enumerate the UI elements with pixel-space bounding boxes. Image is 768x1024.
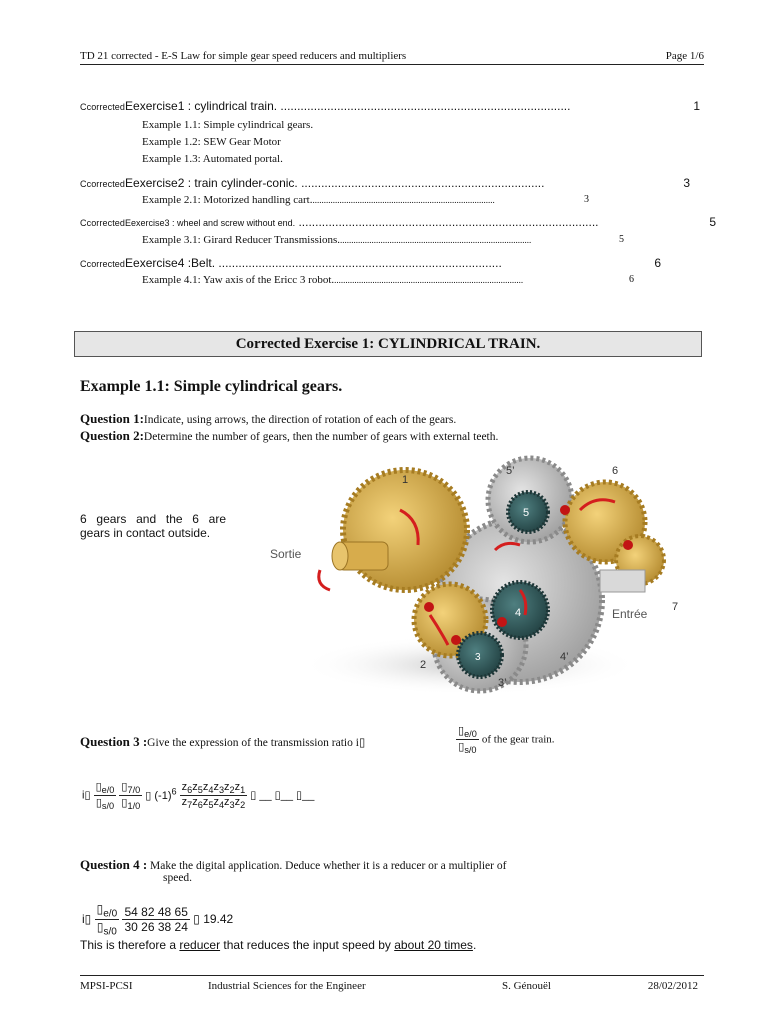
answer-2: 6 gears and the 6 are gears in contact outside. <box>80 512 226 540</box>
question-1: Question 1:Indicate, using arrows, the direction of rotation of each of the gears. <box>80 411 457 426</box>
toc-sub-4-1[interactable]: Example 4.1: Yaw axis of the Ericc 3 robot..................................................................................... 6 <box>142 274 634 286</box>
toc-sub-3-1[interactable]: Example 3.1: Girard Reducer Transmissions...................................................................................... 5 <box>142 234 624 246</box>
question-4-cont: speed. <box>163 872 193 884</box>
svg-text:Sortie: Sortie <box>270 547 302 561</box>
question-4: Question 4 : Make the digital application. Deduce whether it is a reducer or a multiplier of <box>80 857 507 872</box>
page-footer <box>80 975 704 992</box>
toc-entry-3[interactable]: CcorrectedEexercise3 : wheel and screw without end. .......................................................................................... 5 <box>80 215 716 229</box>
ratio-definition: $\frac{▯_{e/0}}{▯_{s/0}}$ of the gear train. <box>458 725 555 756</box>
page-header <box>80 50 704 65</box>
svg-text:3’: 3’ <box>498 677 507 689</box>
svg-text:4: 4 <box>515 607 522 619</box>
toc-entry-2[interactable]: CcorrectedEexercise2 : train cylinder-conic. ......................................................................... 3 <box>80 176 690 190</box>
footer-left: MPSI-PCSI <box>80 980 133 992</box>
question-2: Question 2:Determine the number of gears, then the number of gears with external teeth. <box>80 428 499 443</box>
svg-text:1: 1 <box>402 474 409 486</box>
toc-entry-1[interactable]: CcorrectedEexercise1 : cylindrical train. ....................................................................................... 1 <box>80 99 700 113</box>
conclusion: This is therefore a reducer that reduces the input speed by about 20 times. <box>80 938 477 952</box>
toc-sub-2-1[interactable]: Example 2.1: Motorized handling cart.................................................................................. 3 <box>142 194 589 206</box>
ratio-formula: i▯ $\frac{▯_{e/0}}{▯_{s/0}}$ $\frac{▯_{7/0}}{▯_{1/0}}$ ▯ $(-1)^6$ $\frac{z_6z_5z_4z_3z_2z_1}{z_7z_6z_5z_4z_3z_2}$ ▯ __ ▯__ ▯__ <box>82 781 315 812</box>
toc-sub-1-2[interactable]: Example 1.2: SEW Gear Motor <box>142 136 281 148</box>
gear-train-figure <box>270 450 690 700</box>
section-title: Corrected Exercise 1: CYLINDRICAL TRAIN. <box>74 331 702 357</box>
toc-sub-1-1[interactable]: Example 1.1: Simple cylindrical gears. <box>142 119 314 131</box>
example-title: Example 1.1: Simple cylindrical gears. <box>80 378 343 395</box>
svg-text:5’: 5’ <box>506 465 515 477</box>
svg-text:7: 7 <box>672 601 679 613</box>
svg-text:6: 6 <box>612 465 619 477</box>
svg-text:Entrée: Entrée <box>612 607 648 621</box>
gear-1 <box>343 470 467 590</box>
numeric-application: i▯ $\frac{▯_{e/0}}{▯_{s/0}}$ $\frac{54 82 48 65}{30 26 38 24}$ ▯ 19.42 <box>82 902 234 938</box>
footer-author: S. Génouël <box>502 980 551 992</box>
footer-date: 28/02/2012 <box>647 980 698 992</box>
svg-text:3: 3 <box>475 652 481 663</box>
footer-center: Industrial Sciences for the Engineer <box>208 980 366 992</box>
toc-sub-1-3[interactable]: Example 1.3: Automated portal. <box>142 153 283 165</box>
svg-text:5: 5 <box>523 507 530 519</box>
question-3: Question 3 :Give the expression of the transmission ratio i▯ <box>80 734 366 749</box>
toc-entry-4[interactable]: CcorrectedEexercise4 :Belt. ..................................................................................... 6 <box>80 256 661 270</box>
svg-text:4’: 4’ <box>560 651 569 663</box>
svg-text:2: 2 <box>420 659 427 671</box>
header-page-number: Page 1/6 <box>665 50 704 62</box>
header-title: TD 21 corrected - E-S Law for simple gear speed reducers and multipliers <box>80 50 407 62</box>
